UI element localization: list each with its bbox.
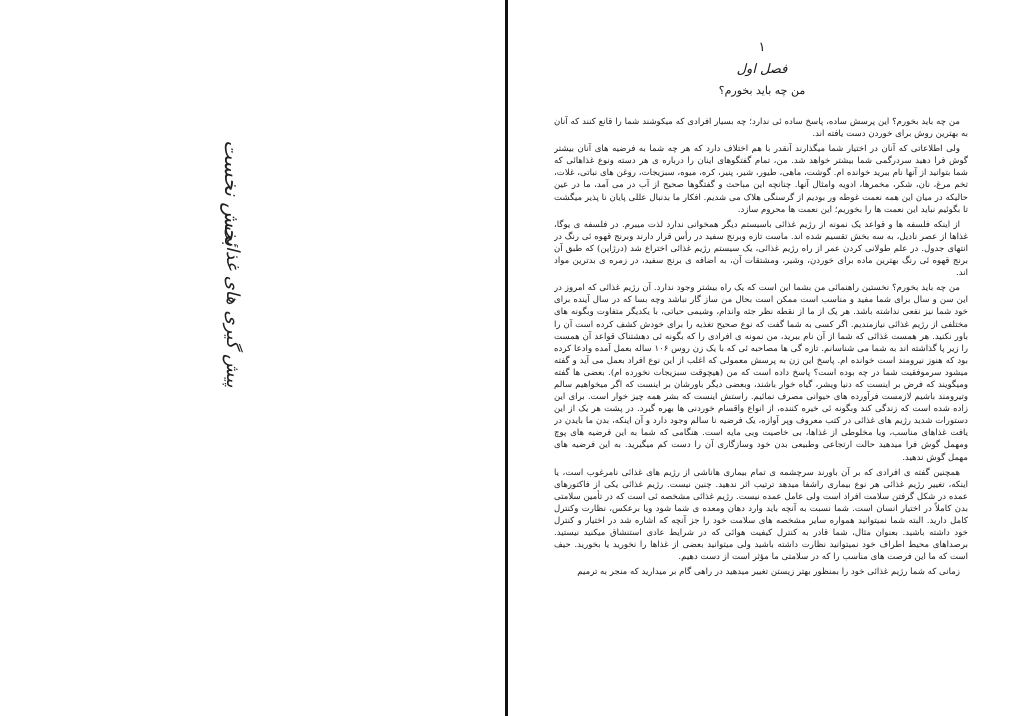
book-spine-divider xyxy=(505,0,508,716)
chapter-title: من چه باید بخورم؟ xyxy=(718,84,806,97)
paragraph: من چه باید بخورم؟ نخستین راهنمائی من بشما این است که یک راه بیشتر وجود ندارد. آن رژیم غذائی که امروز در این سن و سال برای شما مفید و مناسب است ممکن است بحال من ساز گار نباشد وچه بسا که در سال آینده برای خود شما نیز نفعی نداشته باشد. هر یک از ما از نقطه نظر جثه واندام، وشیمی حیاتی، با یکدیگر متفاوت وبگونه های مختلفی از رژیم غذائی نیازمندیم. اگر کسی به شما گفت که نوع صحیح تغذیه را برای خودش کشف کرده است آن را باور نکنید. هر همست غذائی که شما از آن نام ببرید، من نمونه ی افرادی را که بگونه ئی دهشتناک قواعد آن همست را زیر پا گذاشته اند به شما می شناسانم. تازه گی ها مصاحبه ئی که با یک زن روس ۱۰۶ ساله بعمل آمده وادعا کرده بود که هنوز نیرومند است خوانده ام. پاسخ این زن به پرسش معمولی که اغلب از این نوع افراد بعمل می آید و گفته میشود سرموفقیت شما در چه بوده است؟ پاسخ داده است که من (هیچوقت سبزیجات نخورده ام). بعضی ها گفته ومیگویند که فرض بر اینست که دنیا ویشر، گیاه خوار باشند، وبعضی دیگر باورشان بر اینست که اگر میخواهیم سالم وتیرومند باشیم لازمست فرآورده های حیوانی مصرف نمائیم. راستش اینست که بشر همه چیز خوار است. برای این زاده شده است که زندگی کند وبگونه ئی خیره کننده، از انواع واقسام خوردنی ها بهره گیرد. در پشت هر یک از این دستورات شدید رژیم های غذائی در کتب معروف وپر آوازه، یک فرضیه نا سالم وجود دارد و آن اینکه، بدن ما بایدن در یافت غذاهای مناسب، ویا مخلوطی از غذاها، بی خاصیت وبی مایه است. هنگامی که شما به این فرضیه های پوچ ومهمل گوش فرا میدهید حالت ارتجاعی وطبیعی بدن خود وسازگاری آن را دست کم میگیرید. به این فرضیه های مهمل گوش ندهید. xyxy=(554,283,968,463)
paragraph: از اینکه فلسفه ها و قواعد یک نمونه از رژیم غذائی باسیستم دیگر همخوانی ندارد لذت میبرم. در فلسفه ی یوگا، غذاها از عصر نادیل، به سه بخش تقسیم شده اند. ماست تازه وبرنج سفید در رأس قرار دارند وبرنج قهوه ئی رنگ در انتهای جدول. در علم طولانی کردن عمر از راه رژیم غذائی، یک سیستم رژیم غذائی اختراع شد (درژاپن) که طبق آن برنج قهوه ئی رنگ بهترین ماده برای خوردن، وشیر، ومشتقات آن، به اضافه ی برنج سفید، در زمره ی بدترین مواد اند. xyxy=(554,219,968,279)
chapter-number: ۱ xyxy=(758,40,766,55)
right-page xyxy=(510,0,1014,716)
paragraph: من چه باید بخورم؟ این پرسش ساده، پاسخ ساده ئی ندارد؛ چه بسیار افرادی که میکوشند شما را قانع کنند که آنان به بهترین روش برای خوردن دست یافته اند. xyxy=(554,117,968,140)
paragraph: همچنین گفته ی افرادی که بر آن باورند سرچشمه ی تمام بیماری هاناشی از رژیم های غذائی نامرغوب است، یا اینکه، تغییر رژیم غذائی هر نوع بیماری راشفا میدهد ترتیب اثر ندهید. چنین نیست. رژیم غذائی یکی از فاکتورهای عمده در شکل گرفتن سلامت افراد است ولی عامل عمده نیست. رژیم غذائی مشخصه ئی است که در تأمین سلامتی بدن کاملاً در اختیار انسان است. شما نسبت به آنچه باید وارد دهان ومعده ی شما شود ویا برعکس، نظارت وکنترل کامل دارید. البته شما نمیتوانید همواره سایر مشخصه های سلامت خود را جز آنچه که اشاره شد در اختیار و کنترل خود داشته باشید. بعنوان مثال، شما قادر به کنترل کیفیت هوائی که در شرایط عادی استنشاق میکنید نیستید. برصداهای محیط اطراف خود نمیتوانید نظارت داشته باشید ولی میتوانید بعضی از غذاها را نخورید یا بخورید. حیف است که ما این فرصت های مناسب را که در سلامتی ما مؤثر است از دست دهیم. xyxy=(554,467,968,563)
chapter-label: فصل اول xyxy=(736,62,788,77)
part-heading: بخش نخست xyxy=(220,140,244,247)
left-page xyxy=(0,0,504,716)
paragraph: زمانی که شما رژیم غذائی خود را بمنظور بهتر زیستن تغییر میدهید در راهی گام بر میدارید که منجر به ترمیم xyxy=(577,567,960,578)
chapter-body xyxy=(554,116,968,708)
paragraph: ولی اطلاعاتی که آنان در اختیار شما میگذارند آنقدر با هم اختلاف دارد که هر چه شما به فرضیه های آنان بیشتر گوش فرا دهید سردرگمی شما بیشتر خواهد شد. من، تمام گفتگوهای اینان را درباره ی هر دسته ونوع غذاهائی که شما بتوانید از آنها نام ببرید خوانده ام. گوشت، ماهی، طیور، شیر، پنیر، کره، میوه، سبزیجات، روغن های نباتی، غلات، تخم مرغ، نان، شکر، مخمرها، ادویه وامثال آنها. چنانچه این مباحث و گفتگوها صحیح از آب در می آمد، ما در عین حالیکه در میان این همه نعمت غوطه ور بودیم از گرسنگی هلاک می شدیم. افکار ما بدنبال عللی پایان نا پذیر میگشت تا بگوئیم نباید این نعمت ها را بخوریم؛ این نعمت ها محروم سازد. xyxy=(554,144,968,215)
part-subheading: پیش گیری های غذائی xyxy=(222,226,243,388)
